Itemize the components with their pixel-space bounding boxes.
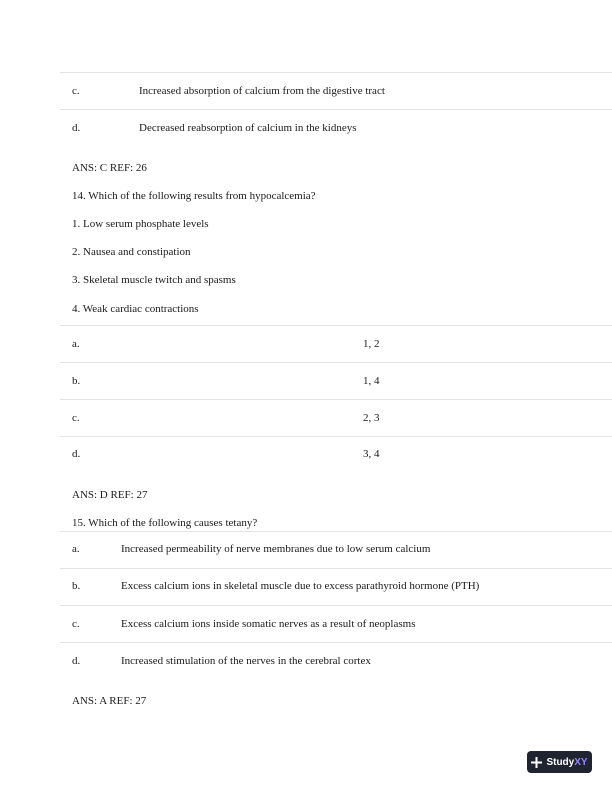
q14-option-c-letter: c.: [72, 412, 80, 424]
q14-option-d-letter: d.: [72, 448, 81, 460]
q15-option-a-letter: a.: [72, 543, 80, 555]
brand-name: [546, 757, 587, 768]
q13-option-d-text: Decreased reabsorption of calcium in the kidneys: [139, 122, 357, 134]
divider: [60, 605, 612, 606]
divider: [60, 399, 612, 400]
q14-option-d-text: 3, 4: [363, 448, 380, 460]
q15-answer: ANS: A REF: 27: [72, 695, 147, 707]
q15-option-b-text: Excess calcium ions in skeletal muscle due to excess parathyroid hormone (PTH): [121, 580, 480, 592]
q14-item-1: 1. Low serum phosphate levels: [72, 218, 209, 230]
q14-option-b-text: 1, 4: [363, 375, 380, 387]
q14-option-a-text: 1, 2: [363, 338, 380, 350]
q15-option-c-text: Excess calcium ions inside somatic nerves as a result of neoplasms: [121, 618, 416, 630]
divider: [60, 642, 612, 643]
q15-option-c-letter: c.: [72, 618, 80, 630]
q14-question: 14. Which of the following results from hypocalcemia?: [72, 190, 316, 202]
q14-item-4: 4. Weak cardiac contractions: [72, 303, 199, 315]
q15-option-d-text: Increased stimulation of the nerves in the cerebral cortex: [121, 655, 371, 667]
q13-option-c-letter: c.: [72, 85, 80, 97]
divider: [60, 325, 612, 326]
q14-option-c-text: 2, 3: [363, 412, 380, 424]
q14-option-b-letter: b.: [72, 375, 81, 387]
q15-question: 15. Which of the following causes tetany?: [72, 517, 258, 529]
plus-cross-icon: [531, 757, 542, 768]
divider: [60, 436, 612, 437]
q15-option-d-letter: d.: [72, 655, 81, 667]
divider: [60, 568, 612, 569]
q14-option-a-letter: a.: [72, 338, 80, 350]
brand-name-study: Study: [546, 756, 575, 768]
q15-option-a-text: Increased permeability of nerve membranes due to low serum calcium: [121, 543, 431, 555]
q13-answer: ANS: C REF: 26: [72, 162, 147, 174]
studyxy-logo-badge[interactable]: [527, 751, 592, 773]
brand-name-xy: XY: [574, 756, 588, 768]
divider: [60, 531, 612, 532]
q13-option-c-text: Increased absorption of calcium from the digestive tract: [139, 85, 385, 97]
q15-option-b-letter: b.: [72, 580, 81, 592]
divider: [60, 362, 612, 363]
q13-option-d-letter: d.: [72, 122, 81, 134]
divider: [60, 109, 612, 110]
q14-item-2: 2. Nausea and constipation: [72, 246, 191, 258]
q14-answer: ANS: D REF: 27: [72, 489, 148, 501]
q14-item-3: 3. Skeletal muscle twitch and spasms: [72, 274, 236, 286]
divider: [60, 72, 612, 73]
